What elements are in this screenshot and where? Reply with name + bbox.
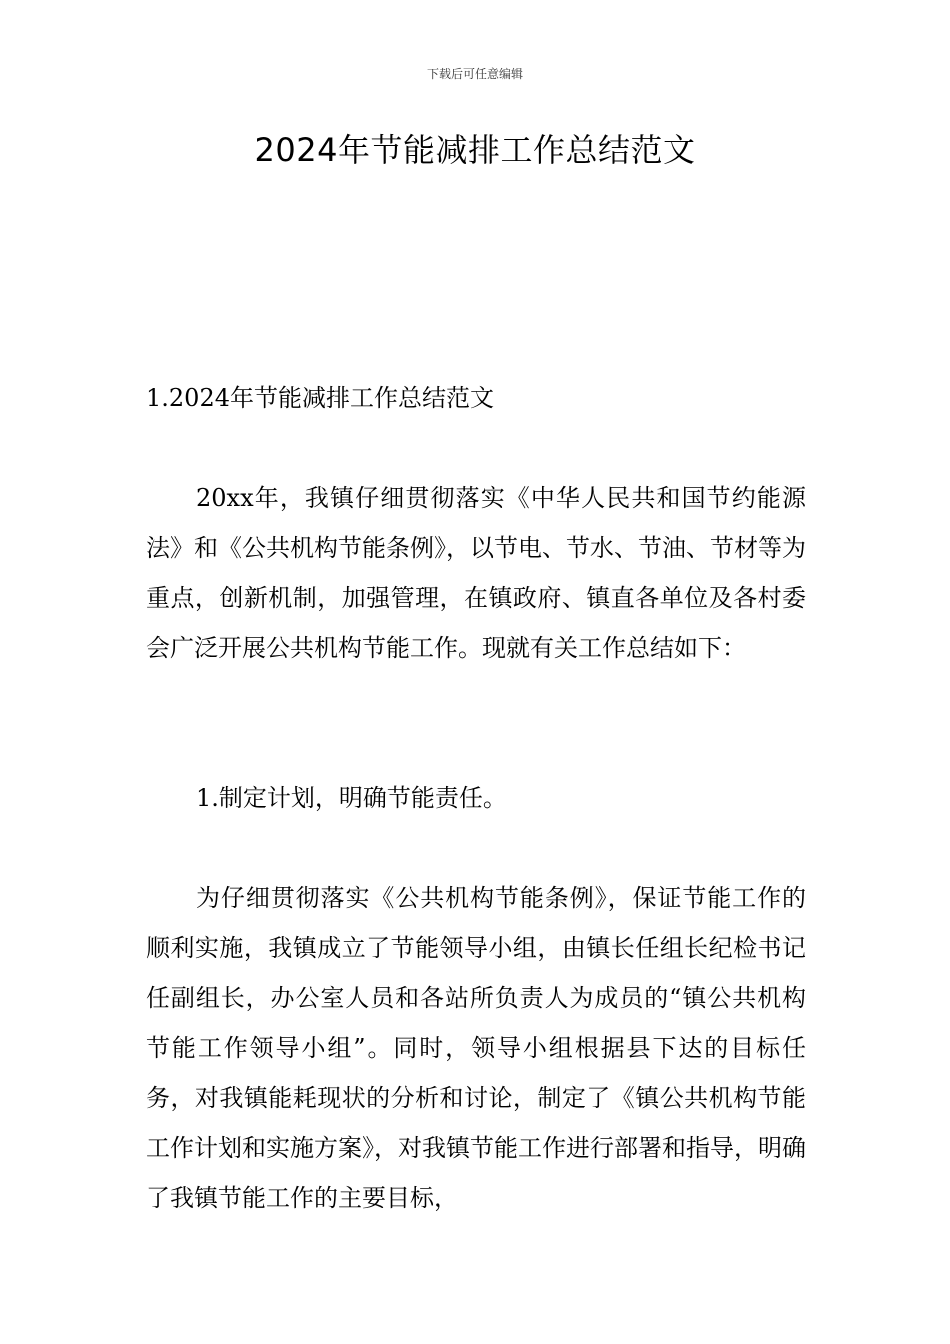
header-note: 下载后可任意编辑 [426, 67, 523, 81]
section-heading: 1.2024年节能减排工作总结范文 [146, 384, 494, 412]
list-item-heading: 1.制定计划，明确节能责任。 [196, 784, 507, 812]
paragraph-body: 为仔细贯彻落实《公共机构节能条例》，保证节能工作的顺利实施，我镇成立了节能领导小组，由镇长任组长纪检书记任副组长，办公室人员和各站所负责人为成员的“镇公共机构节能工作领导小组”。同时，领导小组根据县下达的目标任务，对我镇能耗现状的分析和讨论，制定了《镇公共机构节能工作计划和实施方案》，对我镇节能工作进行部署和指导，明确了我镇节能工作的主要目标， [146, 884, 806, 1212]
document-title: 2024年节能减排工作总结范文 [254, 131, 696, 169]
paragraph-intro: 20xx年，我镇仔细贯彻落实《中华人民共和国节约能源法》和《公共机构节能条例》，以节电、节水、节油、节材等为重点，创新机制，加强管理，在镇政府、镇直各单位及各村委会广泛开展公共机构节能工作。现就有关工作总结如下： [146, 484, 806, 662]
